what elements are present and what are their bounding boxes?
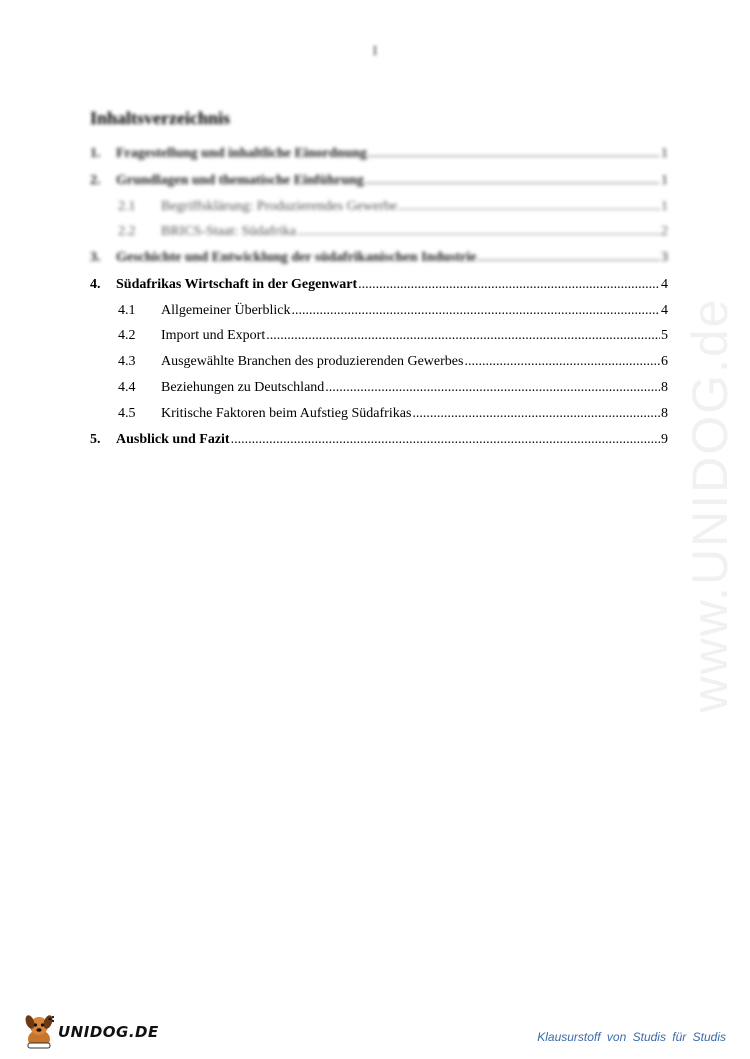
toc-page: 4 (661, 277, 668, 292)
toc-label: Allgemeiner Überblick (161, 303, 291, 318)
toc-leader-dots (297, 222, 660, 242)
toc-label: Beziehungen zu Deutschland (161, 380, 325, 395)
toc-entry-4-1 (118, 301, 668, 321)
toc-entry-4-3 (118, 352, 668, 372)
toc-entry-4-4 (118, 378, 668, 398)
toc-leader-dots (266, 326, 660, 346)
toc-page: 1 (661, 173, 668, 188)
toc-entry-1 (90, 144, 668, 164)
toc-number: 4.3 (118, 354, 136, 369)
toc-page: 5 (661, 328, 668, 343)
watermark: www.UNIDOG.de (682, 297, 738, 713)
toc-page: 3 (661, 250, 668, 265)
toc-number: 2.1 (118, 199, 136, 214)
toc-number: 4.1 (118, 303, 136, 318)
unidog-logo (22, 1012, 162, 1052)
toc-leader-dots (325, 378, 660, 398)
toc-entry-2-2 (118, 222, 668, 242)
toc-label: Grundlagen und thematische Einführung (116, 173, 364, 188)
toc-entry-2-1 (118, 197, 668, 217)
toc-number: 3. (90, 250, 101, 265)
toc-label: Fragestellung und inhaltliche Einordnung (116, 146, 367, 161)
toc-page: 1 (661, 146, 668, 161)
toc-number: 2.2 (118, 224, 136, 239)
toc-title: Inhaltsverzeichnis (90, 108, 231, 128)
toc-page: 2 (661, 224, 668, 239)
dog-mascot-icon (22, 1013, 56, 1051)
toc-label: Kritische Faktoren beim Aufstieg Südafrikas (161, 406, 412, 421)
toc-label: Begriffsklärung: Produzierendes Gewerbe (161, 199, 398, 214)
toc-page: 1 (661, 199, 668, 214)
toc-number: 2. (90, 173, 101, 188)
toc-label: Import und Export (161, 328, 266, 343)
toc-number: 1. (90, 146, 101, 161)
toc-number: 4.2 (118, 328, 136, 343)
toc-page: 8 (661, 406, 668, 421)
toc-entry-3 (90, 248, 668, 268)
toc-page: 4 (661, 303, 668, 318)
toc-number: 4.5 (118, 406, 136, 421)
toc-number: 5. (90, 432, 101, 447)
toc-label: Ausgewählte Branchen des produzierenden Gewerbes (161, 354, 464, 369)
toc-entry-5 (90, 430, 668, 450)
toc-leader-dots (291, 301, 660, 321)
toc-leader-dots (358, 275, 660, 295)
toc-leader-dots (231, 430, 660, 450)
toc-label: BRICS-Staat: Südafrika (161, 224, 296, 239)
toc-page: 6 (661, 354, 668, 369)
toc-leader-dots (368, 144, 660, 164)
toc-label: Ausblick und Fazit (116, 432, 230, 447)
toc-entry-2 (90, 171, 668, 191)
toc-leader-dots (365, 171, 660, 191)
toc-page: 8 (661, 380, 668, 395)
footer-slogan: Klausurstoff von Studis für Studis (537, 1030, 726, 1044)
toc-number: 4.4 (118, 380, 136, 395)
toc-page: 9 (661, 432, 668, 447)
toc-label: Geschichte und Entwicklung der südafrikanischen Industrie (116, 250, 477, 265)
toc-number: 4. (90, 277, 101, 292)
toc-entry-4-2 (118, 326, 668, 346)
toc-label: Südafrikas Wirtschaft in der Gegenwart (116, 277, 358, 292)
toc-entry-4 (90, 275, 668, 295)
page-number: I (372, 44, 378, 59)
toc-leader-dots (477, 248, 660, 268)
toc-leader-dots (464, 352, 660, 372)
toc-leader-dots (412, 404, 660, 424)
logo-text: UNIDOG.DE (58, 1023, 159, 1041)
toc-entry-4-5 (118, 404, 668, 424)
toc-leader-dots (398, 197, 660, 217)
